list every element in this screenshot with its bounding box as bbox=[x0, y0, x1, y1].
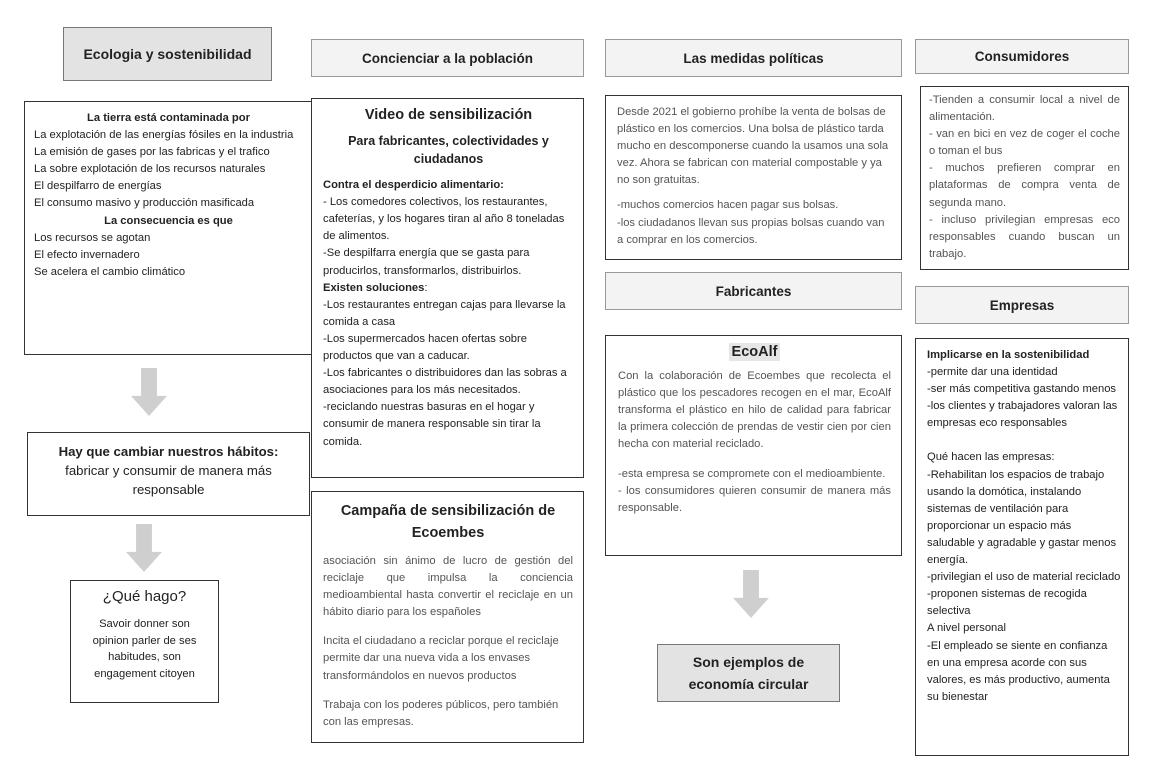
video-box bbox=[311, 98, 584, 478]
list-item: - Los comedores colectivos, los restaurantes, cafeterías, y los hogares tiran al año 8 toneladas de alimentos. bbox=[323, 196, 565, 243]
list-item: -esta empresa se compromete con el medioambiente. bbox=[618, 467, 886, 480]
actions-heading: Qué hacen las empresas: bbox=[927, 451, 1055, 464]
que-hago-text: Savoir donner son opinion parler de ses habitudes, son engagement citoyen bbox=[92, 617, 197, 681]
list-item: -ser más competitiva gastando menos bbox=[927, 383, 1117, 396]
solutions-heading: Existen soluciones bbox=[323, 281, 425, 294]
contamination-box bbox=[24, 101, 312, 355]
policy-box bbox=[605, 95, 902, 260]
list-item: -Se despilfarra energía que se gasta para producirlos, transformarlos, distribuirlos. bbox=[323, 247, 530, 277]
policy-paragraph: Desde 2021 el gobierno prohíbe la venta de bolsas de plástico en los comercios. Una bolsa de plástico tarda mucho en descomponerse cuando la usamos una sola vez. Ahora se fabrican con material compostable y ya no son gratuitas. bbox=[617, 106, 889, 187]
header-ecologia: Ecologia y sostenibilidad bbox=[63, 27, 272, 81]
arrow-down-icon bbox=[131, 368, 167, 416]
personal-heading: A nivel personal bbox=[927, 622, 1006, 635]
list-item: -Rehabilitan los espacios de trabajo usando la domótica, instalando sistemas de ventilación para proporcionar un espacio más saludable y agradable y gastar menos energía. bbox=[927, 468, 1117, 567]
list-item: -Los restaurantes entregan cajas para llevarse la comida a casa bbox=[323, 298, 566, 328]
header-consumidores: Consumidores bbox=[915, 39, 1129, 74]
list-item: -permite dar una identidad bbox=[927, 366, 1058, 379]
campaign-box bbox=[311, 491, 584, 743]
list-item: -Tienden a consumir local a nivel de alimentación. bbox=[929, 94, 1120, 124]
waste-heading: Contra el desperdicio alimentario: bbox=[323, 179, 504, 192]
list-item: El consumo masivo y producción masificada bbox=[34, 197, 255, 210]
video-subtitle: Para fabricantes, colectividades y ciudadanos bbox=[348, 134, 549, 167]
campaign-title: Campaña de sensibilización de Ecoembes bbox=[340, 503, 556, 541]
list-item: -muchos comercios hacen pagar sus bolsas. bbox=[617, 199, 839, 212]
header-empresas: Empresas bbox=[915, 286, 1129, 324]
campaign-paragraph: Incita el ciudadano a reciclar porque el reciclaje permite dar una nueva vida a los envases transformándolos en nuevos productos bbox=[323, 635, 559, 682]
arrow-down-icon bbox=[126, 524, 162, 572]
companies-heading: Implicarse en la sostenibilidad bbox=[927, 349, 1090, 361]
contamination-heading: La tierra está contaminada por bbox=[87, 112, 250, 124]
list-item: -los clientes y trabajadores valoran las empresas eco responsables bbox=[927, 400, 1118, 430]
header-fabricantes: Fabricantes bbox=[605, 272, 902, 310]
list-item: -los ciudadanos llevan sus propias bolsas cuando van a comprar en los comercios. bbox=[617, 216, 885, 246]
arrow-down-icon bbox=[733, 570, 769, 618]
solutions-colon: : bbox=[424, 281, 428, 294]
list-item: - muchos prefieren comprar en plataformas de compra venta de segunda mano. bbox=[929, 162, 1120, 209]
list-item: -privilegian el uso de material reciclado bbox=[927, 571, 1121, 584]
list-item: - van en bici en vez de coger el coche o toman el bus bbox=[929, 128, 1120, 158]
habits-title: Hay que cambiar nuestros hábitos: bbox=[58, 444, 279, 459]
campaign-paragraph: asociación sin ánimo de lucro de gestión del reciclaje que impulsa la conciencia medioambiental hasta convertir el reciclaje en un hábito diario para los españoles bbox=[323, 555, 573, 619]
consumers-box bbox=[920, 86, 1129, 270]
habits-box bbox=[27, 432, 310, 516]
header-concienciar: Concienciar a la población bbox=[311, 39, 584, 77]
list-item: La emisión de gases por las fabricas y el trafico bbox=[34, 146, 270, 159]
personal-text: -El empleado se siente en confianza en una empresa acorde con sus valores, es más productivo, aumenta su bienestar bbox=[927, 639, 1110, 703]
que-hago-box bbox=[70, 580, 219, 703]
list-item: Se acelera el cambio climático bbox=[34, 265, 186, 278]
list-item: La explotación de las energías fósiles en la industria bbox=[34, 129, 294, 142]
list-item: -proponen sistemas de recogida selectiva bbox=[927, 588, 1087, 618]
ecoalf-title: EcoAlf bbox=[729, 343, 781, 361]
list-item: El efecto invernadero bbox=[34, 248, 140, 261]
companies-box bbox=[915, 338, 1129, 756]
list-item: -Los fabricantes o distribuidores dan las sobras a asociaciones para los más necesitados. bbox=[323, 367, 567, 397]
list-item: -Los supermercados hacen ofertas sobre productos que van a caducar. bbox=[323, 332, 527, 363]
ecoalf-box bbox=[605, 335, 902, 556]
list-item: El despilfarro de energías bbox=[34, 180, 162, 193]
habits-text: fabricar y consumir de manera más responsable bbox=[65, 463, 272, 497]
video-title: Video de sensibilización bbox=[364, 107, 533, 123]
list-item: Los recursos se agotan bbox=[34, 231, 151, 244]
list-item: - incluso privilegian empresas eco responsables cuando buscan un trabajo. bbox=[929, 213, 1120, 260]
circular-economy-result: Son ejemplos de economía circular bbox=[657, 644, 840, 702]
header-medidas: Las medidas políticas bbox=[605, 39, 902, 77]
que-hago-title: ¿Qué hago? bbox=[102, 588, 187, 605]
ecoalf-paragraph: Con la colaboración de Ecoembes que recolecta el plástico que los pescadores recogen en el mar, EcoAlf transforma el plástico en hilo de calidad para fabricar la primera colección de prendas de vestir cien por cien hecha con material reciclado. bbox=[618, 370, 891, 451]
list-item: -reciclando nuestras basuras en el hogar y consumir de manera responsable sin tirar la comida. bbox=[323, 401, 541, 448]
list-item: - los consumidores quieren consumir de manera más responsable. bbox=[618, 484, 891, 514]
campaign-paragraph: Trabaja con los poderes públicos, pero también con las empresas. bbox=[323, 698, 559, 728]
consequence-heading: La consecuencia es que bbox=[104, 214, 233, 227]
list-item: La sobre explotación de los recursos naturales bbox=[34, 163, 266, 176]
